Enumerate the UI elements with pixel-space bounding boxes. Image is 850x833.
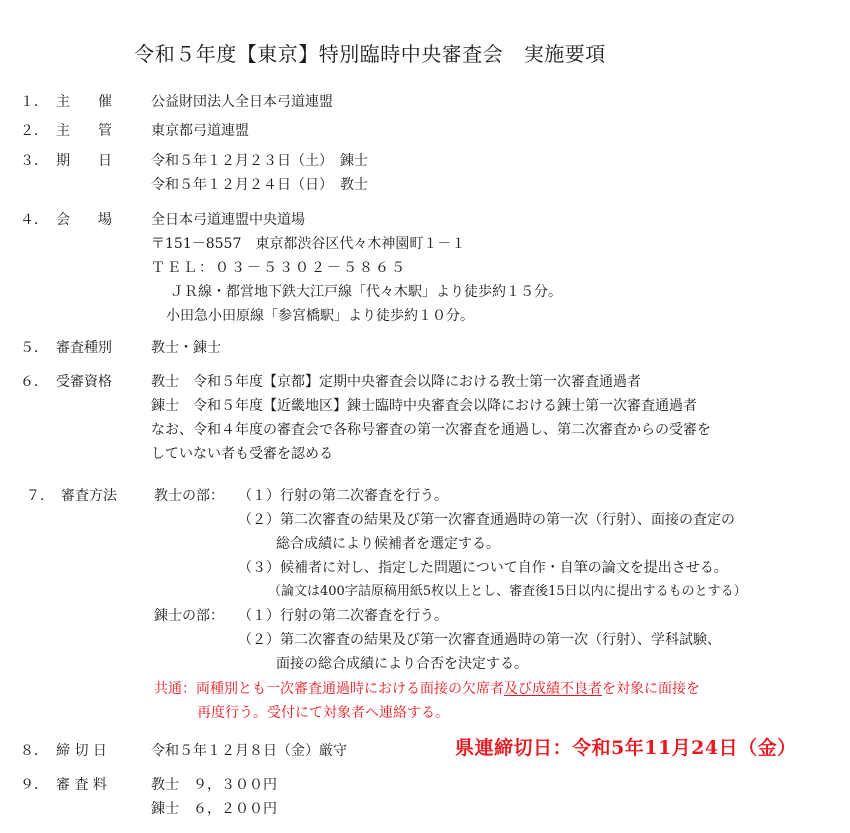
qualification-line: 錬士 令和５年度【近畿地区】錬士臨時中央審査会以降における錬士第一次審査通過者 bbox=[151, 398, 697, 414]
qualification-line: なお、令和４年度の審査会で各称号審査の第一次審査を通過し、第二次審査からの受審を bbox=[151, 422, 711, 438]
page-title: 令和５年度【東京】特別臨時中央審査会 実施要項 bbox=[134, 42, 606, 66]
organizer-value: 東京都弓道連盟 bbox=[151, 123, 249, 139]
venue-line: 全日本弓道連盟中央道場 bbox=[151, 212, 305, 228]
date-line: 令和５年１２月２３日（土） 錬士 bbox=[151, 153, 368, 169]
kyoshi-heading: 教士の部： bbox=[154, 488, 224, 504]
qualification-line: していない者も受審を認める bbox=[151, 446, 333, 462]
item-number: ２． bbox=[20, 123, 48, 139]
method-step-cont: 総合成績により候補者を選定する。 bbox=[276, 536, 500, 552]
item-label: 審査方法 bbox=[61, 488, 117, 504]
item-number: ６． bbox=[20, 374, 48, 390]
item-number: ５． bbox=[20, 340, 48, 356]
method-step: （１）行射の第二次審査を行う。 bbox=[238, 488, 448, 504]
common-note bbox=[154, 680, 700, 698]
venue-phone: ＴＥＬ：０３－５３０２－５８６５ bbox=[151, 260, 407, 276]
venue-address: 〒151－8557 東京都渋谷区代々木神園町１－１ bbox=[151, 236, 466, 252]
method-step-cont: 面接の総合成績により合否を決定する。 bbox=[276, 656, 528, 672]
fee-line: 錬士 ６，２００円 bbox=[151, 801, 277, 817]
exam-types: 教士・錬士 bbox=[151, 340, 221, 356]
date-line: 令和５年１２月２４日（日） 教士 bbox=[151, 177, 368, 193]
fee-line: 教士 ９，３００円 bbox=[151, 777, 277, 793]
common-note-text: 共通：両種別とも一次審査通過時における面接の欠席者 bbox=[154, 681, 504, 697]
item-number: ４． bbox=[20, 212, 48, 228]
common-note-underlined: 及び成績不良者 bbox=[504, 681, 602, 697]
prefecture-deadline-notice: 県連締切日：令和5年11月24日（金） bbox=[455, 737, 797, 759]
item-label: 審 査 料 bbox=[56, 777, 107, 793]
method-step: （２）第二次審査の結果及び第一次審査通過時の第一次（行射）、学科試験、 bbox=[238, 632, 721, 648]
venue-access: ＪＲ線・都営地下鉄大江戸線「代々木駅」より徒歩約１５分。 bbox=[170, 284, 562, 300]
common-note-text: を対象に面接を bbox=[602, 681, 700, 697]
method-step: （２）第二次審査の結果及び第一次審査通過時の第一次（行射）、面接の査定の bbox=[238, 512, 735, 528]
deadline-value: 令和５年１２月８日（金）厳守 bbox=[151, 743, 347, 759]
essay-note: （論文は400字詰原稿用紙5枚以上とし、審査後15日以内に提出するものとする） bbox=[268, 584, 747, 599]
venue-access: 小田急小田原線「参宮橋駅」より徒歩約１０分。 bbox=[166, 308, 474, 324]
qualification-line: 教士 令和５年度【京都】定期中央審査会以降における教士第一次審査通過者 bbox=[151, 374, 641, 390]
item-label: 審査種別 bbox=[56, 340, 112, 356]
method-step: （１）行射の第二次審査を行う。 bbox=[238, 608, 448, 624]
item-label: 主 催 bbox=[56, 94, 112, 110]
item-number: ７． bbox=[26, 488, 54, 504]
item-number: ３． bbox=[20, 153, 48, 169]
item-label: 締 切 日 bbox=[56, 743, 107, 759]
item-label: 主 管 bbox=[56, 123, 112, 139]
item-label: 会 場 bbox=[56, 212, 112, 228]
method-step: （３）候補者に対し、指定した問題について自作・自筆の論文を提出させる。 bbox=[238, 560, 728, 576]
item-number: ８． bbox=[20, 743, 48, 759]
item-number: １． bbox=[20, 94, 48, 110]
renshi-heading: 錬士の部： bbox=[154, 608, 224, 624]
item-label: 受審資格 bbox=[56, 374, 112, 390]
item-label: 期 日 bbox=[56, 153, 112, 169]
host-value: 公益財団法人全日本弓道連盟 bbox=[151, 94, 333, 110]
common-note-cont: 再度行う。受付にて対象者へ連絡する。 bbox=[197, 705, 449, 721]
item-number: ９． bbox=[20, 777, 48, 793]
